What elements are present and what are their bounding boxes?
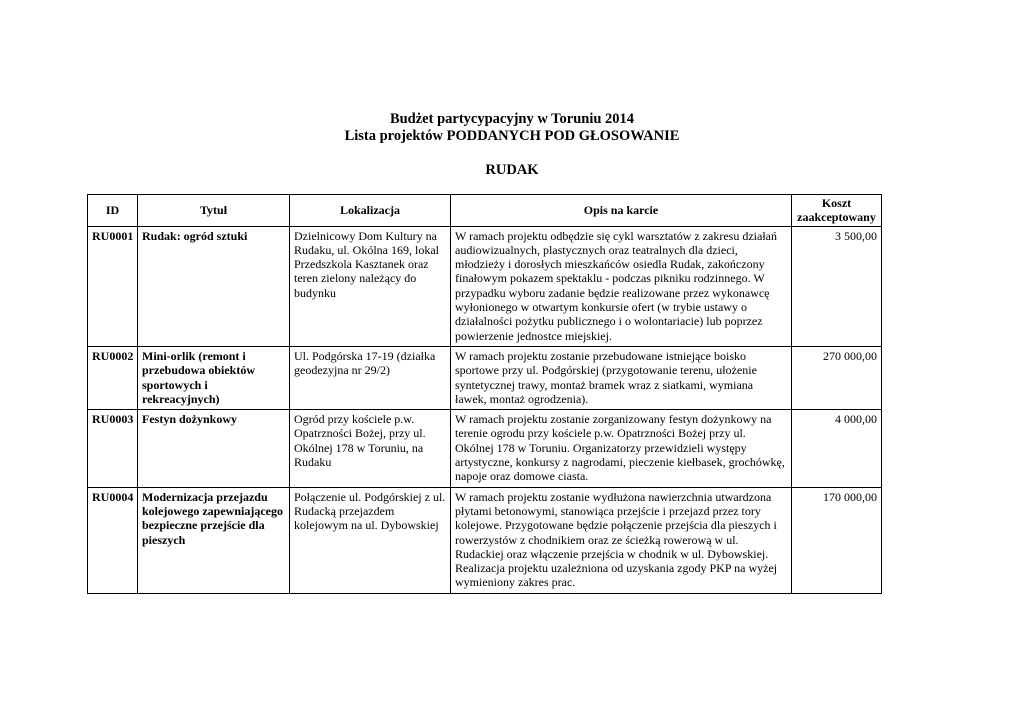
project-description: W ramach projektu zostanie wydłużona nawierzchnia utwardzona płytami betonowymi, stanowiąca przejście i przejazd przez tory kolejowe. Przygotowane będzie połączenie przejścia dla pieszych i rowerzystów z chodnikiem oraz ze ścieżką rowerową w ul. Rudackiej oraz włączenie przejścia w chodnik w ul. Dybowskiej. Realizacja projektu uzależniona od uzyskania zgody PKP na wyżej wymieniony zakres prac. (451, 487, 792, 593)
table-header-row (88, 195, 882, 227)
project-title: Modernizacja przejazdu kolejowego zapewniającego bezpieczne przejście dla pieszych (138, 487, 290, 593)
project-title: Festyn dożynkowy (138, 410, 290, 487)
column-header-location: Lokalizacja (290, 195, 451, 227)
project-cost: 270 000,00 (792, 346, 882, 409)
district-name: RUDAK (485, 162, 539, 178)
project-id: RU0001 (88, 226, 138, 346)
project-location: Ogród przy kościele p.w. Opatrzności Bożej, przy ul. Okólnej 178 w Toruniu, na Rudaku (290, 410, 451, 487)
project-location: Dzielnicowy Dom Kultury na Rudaku, ul. Okólna 169, lokal Przedszkola Kasztanek oraz teren zielony należący do budynku (290, 226, 451, 346)
project-description: W ramach projektu zostanie przebudowane istniejące boisko sportowe przy ul. Podgórskiej (przygotowanie terenu, ułożenie syntetycznej trawy, montaż bramek wraz z siatkami, wymiana ławek, montaż ogrodzenia). (451, 346, 792, 409)
project-title: Mini-orlik (remont i przebudowa obiektów sportowych i rekreacyjnych) (138, 346, 290, 409)
project-location: Ul. Podgórska 17-19 (działka geodezyjna nr 29/2) (290, 346, 451, 409)
column-header-id: ID (88, 195, 138, 227)
project-cost: 4 000,00 (792, 410, 882, 487)
project-cost: 170 000,00 (792, 487, 882, 593)
column-header-title: Tytuł (138, 195, 290, 227)
project-id: RU0002 (88, 346, 138, 409)
project-id: RU0004 (88, 487, 138, 593)
table-row (88, 346, 882, 409)
column-header-cost: Koszt zaakceptowany (792, 195, 882, 227)
document-title: Budżet partycypacyjny w Toruniu 2014 (389, 111, 635, 127)
table-row (88, 410, 882, 487)
column-header-description: Opis na karcie (451, 195, 792, 227)
project-title: Rudak: ogród sztuki (138, 226, 290, 346)
table-row (88, 487, 882, 593)
document-subtitle: Lista projektów PODDANYCH POD GŁOSOWANIE (344, 128, 680, 144)
table-row (88, 226, 882, 346)
project-id: RU0003 (88, 410, 138, 487)
project-description: W ramach projektu zostanie zorganizowany festyn dożynkowy na terenie ogrodu przy kościele p.w. Opatrzności Bożej przy ul. Okólnej 178 w Toruniu. Organizatorzy przewidzieli występy artystyczne, konkursy z nagrodami, pieczenie kiełbasek, grochówkę, napoje oraz domowe ciasta. (451, 410, 792, 487)
project-description: W ramach projektu odbędzie się cykl warsztatów z zakresu działań audiowizualnych, plastycznych oraz teatralnych dla dzieci, młodzieży i dorosłych mieszkańców osiedla Rudak, zakończony finałowym pokazem spektaklu - podczas pikniku rodzinnego. W przypadku wyboru zadanie będzie realizowane przez wykonawcę wyłonionego w otwartym konkursie ofert (w trybie ustawy o działalności pożytku publicznego i o wolontariacie) lub poprzez powierzenie jednostce miejskiej. (451, 226, 792, 346)
project-location: Połączenie ul. Podgórskiej z ul. Rudacką przejazdem kolejowym na ul. Dybowskiej (290, 487, 451, 593)
projects-table (87, 194, 882, 594)
project-cost: 3 500,00 (792, 226, 882, 346)
